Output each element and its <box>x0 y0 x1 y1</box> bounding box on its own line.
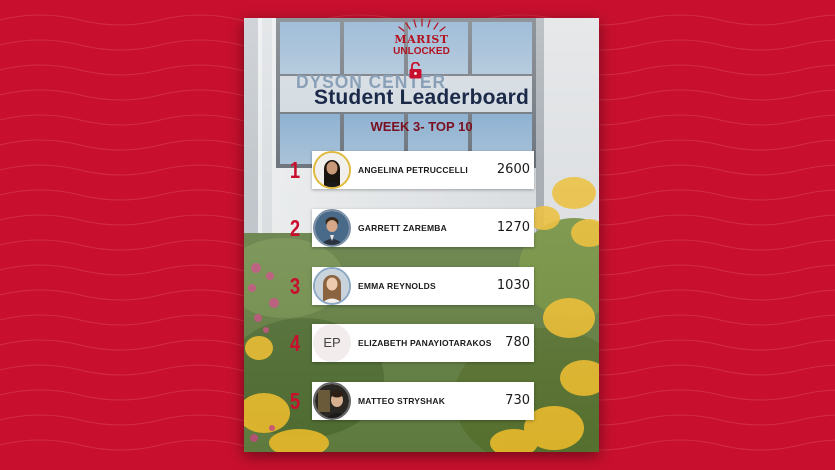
student-score: 1030 <box>496 278 530 293</box>
avatar-initials: EP <box>313 324 351 362</box>
unlocked-padlock-icon <box>409 62 422 79</box>
rank-number: 5 <box>289 388 301 414</box>
leaderboard-row <box>278 324 545 362</box>
avatar <box>313 267 351 305</box>
student-score: 730 <box>505 393 530 408</box>
student-name: ELIZABETH PANAYIOTARAKOS <box>358 338 492 348</box>
student-score: 2600 <box>496 162 530 177</box>
leaderboard-row <box>278 151 545 189</box>
leaderboard-row <box>278 209 545 247</box>
rank-number: 3 <box>289 273 301 299</box>
rank-number: 1 <box>289 157 301 183</box>
leaderboard-row <box>278 267 545 305</box>
week-subtitle: WEEK 3- TOP 10 <box>370 119 473 134</box>
avatar <box>313 209 351 247</box>
rank-number: 2 <box>289 215 301 241</box>
student-name: GARRETT ZAREMBA <box>358 223 447 233</box>
avatar <box>313 151 351 189</box>
rank-number: 4 <box>289 330 301 356</box>
student-name: EMMA REYNOLDS <box>358 281 436 291</box>
student-name: ANGELINA PETRUCCELLI <box>358 165 468 175</box>
leaderboard-poster <box>244 18 599 452</box>
avatar <box>313 382 351 420</box>
student-score: 780 <box>505 335 530 350</box>
leaderboard-row <box>278 382 545 420</box>
logo-text-top: MARIST <box>394 33 449 46</box>
student-score: 1270 <box>496 220 530 235</box>
student-name: MATTEO STRYSHAK <box>358 396 446 406</box>
page-title: Student Leaderboard <box>314 86 529 109</box>
logo-text-bottom: UNLOCKED <box>393 46 450 57</box>
marist-unlocked-logo <box>244 22 599 57</box>
